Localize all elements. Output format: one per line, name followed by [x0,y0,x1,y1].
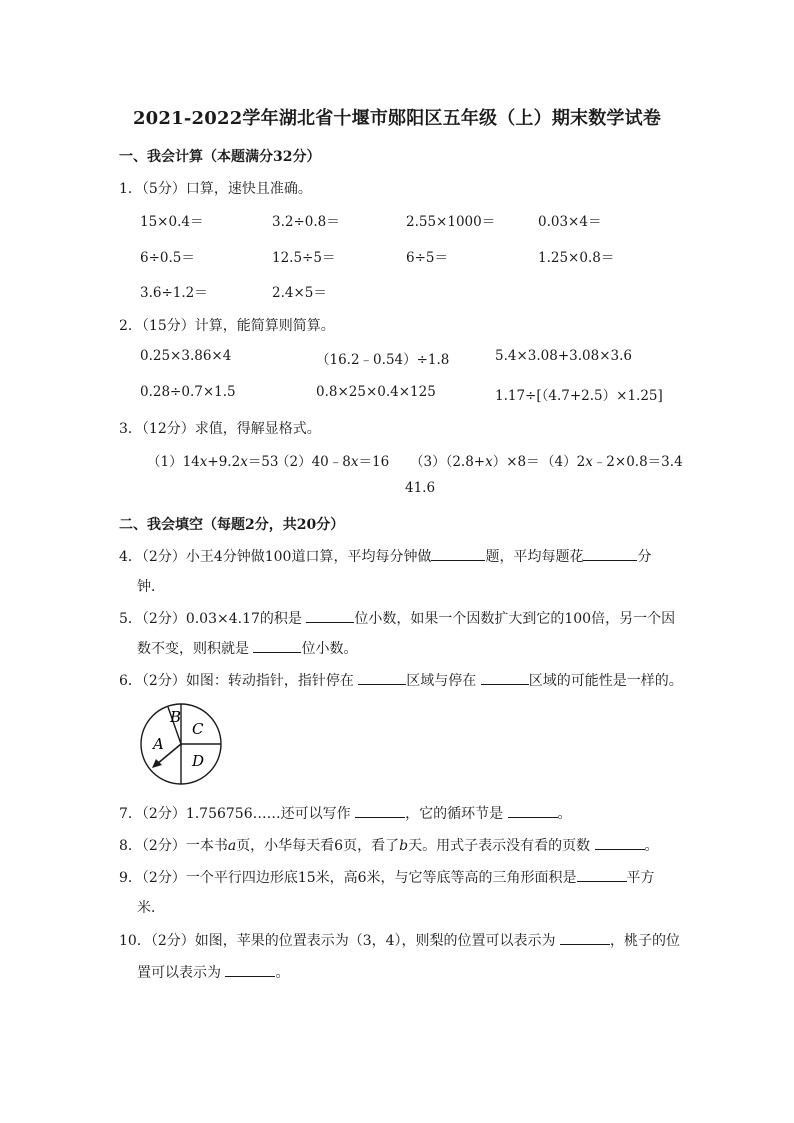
q1-item: 15×0.4＝ [140,214,204,230]
q1-item: 1.25×0.8＝ [538,250,615,266]
spinner-label-c: C [192,720,204,738]
q1-item: 2.4×5＝ [272,285,327,301]
q4-line2: 钟． [137,579,165,595]
answer-blank[interactable] [577,867,627,882]
spinner-label-b: B [170,708,182,726]
q10-line2: 置可以表示为 。 [137,962,289,982]
answer-blank[interactable] [225,962,275,977]
q1-item: 6÷5＝ [406,250,448,266]
q1-stem: 1．（5分）口算，速快且准确。 [119,181,312,197]
spinner-label-a: A [153,735,164,753]
answer-blank[interactable] [253,638,301,653]
answer-blank[interactable] [595,835,645,850]
answer-blank[interactable] [481,670,529,685]
spinner-label-d: D [192,752,205,770]
q1-item: 3.6÷1.2＝ [140,285,208,301]
answer-blank[interactable] [306,608,354,623]
q2-item: 0.8×25×0.4×125 [316,384,436,400]
exam-title: 2021-2022学年湖北省十堰市郧阳区五年级（上）期末数学试卷 [132,108,662,129]
answer-blank[interactable] [431,546,485,561]
q6-line1: 6．（2分）如图：转动指针，指针停在 区域与停在 区域的可能性是一样的。 [119,670,683,690]
q5-line2: 数不变，则积就是 位小数。 [137,638,357,658]
q2-item: 0.25×3.86×4 [140,348,232,364]
q2-item: 1.17÷[（4.7+2.5）×1.25] [495,388,663,404]
q2-item: （16.2﹣0.54）÷1.8 [316,352,450,368]
q4-line1: 4．（2分）小王4分钟做100道口算，平均每分钟做 题，平均每题花 分 [119,546,651,566]
q3-equation-2: （2）40﹣8x＝16 [276,454,390,470]
q1-item: 6÷0.5＝ [140,250,195,266]
q2-item: 5.4×3.08+3.08×3.6 [495,348,632,364]
q1-item: 3.2÷0.8＝ [272,214,340,230]
q8-line: 8．（2分）一本书a页，小华每天看6页，看了b天。用式子表示没有看的页数 。 [119,835,659,855]
q2-item: 0.28÷0.7×1.5 [140,384,236,400]
q9-line2: 米． [137,900,165,916]
q3-equation-3-cont: 41.6 [405,480,436,496]
q3-equation-4: （4）2x﹣2×0.8＝3.4 [541,454,683,470]
q2-stem: 2．（15分）计算，能简算则简算。 [119,318,335,334]
q9-line1: 9．（2分）一个平行四边形底15米，高6米，与它等底等高的三角形面积是 平方 [119,867,655,887]
answer-blank[interactable] [560,930,610,945]
q3-equation-1: （1）14x+9.2x＝53 [147,454,279,470]
q1-item: 12.5÷5＝ [272,250,336,266]
section1-heading: 一、我会计算（本题满分32分） [119,149,321,165]
q1-item: 0.03×4＝ [538,214,602,230]
section2-heading: 二、我会填空（每题2分，共20分） [119,517,345,533]
answer-blank[interactable] [583,546,637,561]
answer-blank[interactable] [355,803,405,818]
q10-line1: 10．（2分）如图，苹果的位置表示为（3，4），则梨的位置可以表示为 ，桃子的位 [119,930,680,950]
q1-item: 2.55×1000＝ [406,214,496,230]
q7-line: 7．（2分）1.756756……还可以写作 ，它的循环节是 。 [119,803,572,823]
spinner-figure [136,702,226,786]
q3-equation-3: （3）（2.8+x）×8＝ [410,454,540,470]
answer-blank[interactable] [358,670,406,685]
q3-stem: 3．（12分）求值，得解显格式。 [119,421,321,437]
q5-line1: 5．（2分）0.03×4.17的积是 位小数，如果一个因数扩大到它的100倍，另一个因 [119,608,675,628]
answer-blank[interactable] [508,803,558,818]
